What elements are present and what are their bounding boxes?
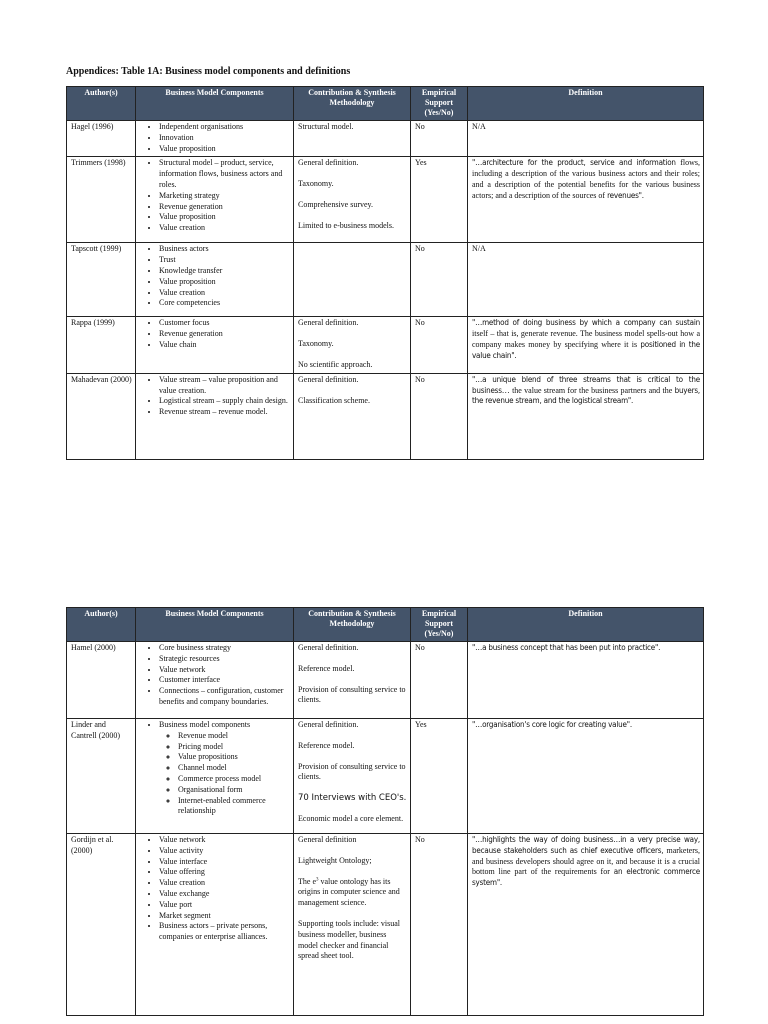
component-item: • Business model components ◦ Revenue model ◦ Pricing model ◦ Value propositions ◦ Channel model ◦ Commerce process model ◦ Organisational form ◦ Internet-enabled commerce relationship <box>159 720 290 817</box>
header-components: Business Model Components <box>136 87 294 121</box>
component-item: • Business actors <box>159 244 290 255</box>
component-item: • Value creation <box>159 223 290 234</box>
component-item: • Structural model – product, service, information flows, business actors and roles. <box>159 158 290 190</box>
header-author: Author(s) <box>67 87 136 121</box>
component-item: • Market segment <box>159 911 290 922</box>
table-row <box>67 373 704 459</box>
contribution-cell: Structural model. <box>294 121 411 157</box>
component-item: • Value creation <box>159 288 290 299</box>
header-author: Author(s) <box>67 608 136 642</box>
author-cell: Hagel (1996) <box>67 121 136 157</box>
empirical-cell: No <box>411 121 468 157</box>
author-cell: Tapscott (1999) <box>67 243 136 317</box>
header-definition: Definition <box>468 608 704 642</box>
components-cell <box>136 121 294 157</box>
contribution-cell: General definition Lightweight Ontology; The $e^3$ value ontology has its origins in computer science and management science. Supporting tools include: visual business modeller, business model checker and financial spread sheet tool. <box>294 834 411 1016</box>
sub-component-item: ◦ Revenue model <box>178 731 290 742</box>
table-header-row <box>67 87 704 121</box>
component-item: • Customer focus <box>159 318 290 329</box>
components-table-2 <box>66 607 704 1016</box>
component-item: • Trust <box>159 255 290 266</box>
component-item: • Logistical stream – supply chain design. <box>159 396 290 407</box>
definition-cell: "…a business concept that has been put into practice". <box>468 642 704 719</box>
author-cell: Mahadevan (2000) <box>67 373 136 459</box>
definition-cell: "…a unique blend of three streams that is critical to the business… the value stream for the business partners and the buyers, the revenue stream, and the logistical stream". <box>468 373 704 459</box>
header-contribution: Contribution & Synthesis Methodology <box>294 608 411 642</box>
components-cell <box>136 317 294 373</box>
component-item: • Independent organisations <box>159 122 290 133</box>
contribution-cell: General definition. Reference model. Provision of consulting service to clients. 70 Interviews with CEO's. Economic model a core element. <box>294 719 411 834</box>
sub-component-item: ◦ Channel model <box>178 763 290 774</box>
component-item: • Core competencies <box>159 298 290 309</box>
component-item: • Revenue generation <box>159 202 290 213</box>
header-definition: Definition <box>468 87 704 121</box>
components-cell <box>136 719 294 834</box>
components-cell <box>136 157 294 243</box>
contribution-cell: General definition. Classification scheme. <box>294 373 411 459</box>
definition-cell: "…method of doing business by which a company can sustain itself – that is, generate revenue. The business model spells-out how a company makes money by specifying where it is positioned in the value chain". <box>468 317 704 373</box>
component-item: • Value port <box>159 900 290 911</box>
page-title: Appendices: Table 1A: Business model components and definitions <box>66 66 351 77</box>
component-item: • Revenue generation <box>159 329 290 340</box>
component-item: • Value activity <box>159 846 290 857</box>
sub-component-item: ◦ Organisational form <box>178 785 290 796</box>
component-item: • Knowledge transfer <box>159 266 290 277</box>
empirical-cell: Yes <box>411 719 468 834</box>
table-row <box>67 642 704 719</box>
definition-cell: "…organisation's core logic for creating value". <box>468 719 704 834</box>
component-item: • Core business strategy <box>159 643 290 654</box>
component-item: • Connections – configuration, customer benefits and company boundaries. <box>159 686 290 708</box>
empirical-cell: Yes <box>411 157 468 243</box>
table-row <box>67 157 704 243</box>
component-item: • Revenue stream – revenue model. <box>159 407 290 418</box>
component-item: • Value proposition <box>159 277 290 288</box>
table-row <box>67 243 704 317</box>
contribution-cell: General definition. Taxonomy. Comprehensive survey. Limited to e-business models. <box>294 157 411 243</box>
table-header-row <box>67 608 704 642</box>
contribution-cell: General definition. Taxonomy. No scientific approach. <box>294 317 411 373</box>
component-item: • Customer interface <box>159 675 290 686</box>
empirical-cell: No <box>411 317 468 373</box>
empirical-cell: No <box>411 243 468 317</box>
table-row <box>67 317 704 373</box>
component-item: • Value interface <box>159 857 290 868</box>
author-cell: Gordijn et al. (2000) <box>67 834 136 1016</box>
component-item: • Value stream – value proposition and value creation. <box>159 375 290 397</box>
author-cell: Trimmers (1998) <box>67 157 136 243</box>
header-empirical: Empirical Support (Yes/No) <box>411 608 468 642</box>
component-item: • Marketing strategy <box>159 191 290 202</box>
component-item: • Value network <box>159 665 290 676</box>
component-item: • Value creation <box>159 878 290 889</box>
component-item: • Innovation <box>159 133 290 144</box>
component-item: • Business actors – private persons, companies or enterprise alliances. <box>159 921 290 943</box>
sub-component-item: ◦ Pricing model <box>178 742 290 753</box>
component-item: • Value proposition <box>159 212 290 223</box>
header-components: Business Model Components <box>136 608 294 642</box>
components-table-1 <box>66 86 704 460</box>
component-item: • Value proposition <box>159 144 290 155</box>
contribution-cell: General definition. Reference model. Provision of consulting service to clients. <box>294 642 411 719</box>
sub-component-item: ◦ Value propositions <box>178 752 290 763</box>
contribution-cell <box>294 243 411 317</box>
sub-component-item: ◦ Commerce process model <box>178 774 290 785</box>
table-row <box>67 834 704 1016</box>
header-empirical: Empirical Support (Yes/No) <box>411 87 468 121</box>
definition-cell: N/A <box>468 243 704 317</box>
definition-cell: "…highlights the way of doing business…in a very precise way, because stakeholders such as chief executive officers, marketers, and business developers should agree on it, and because it is a crucial bottom line part of the requirements for an electronic commerce system". <box>468 834 704 1016</box>
table-row <box>67 121 704 157</box>
components-cell <box>136 373 294 459</box>
sub-component-item: ◦ Internet-enabled commerce relationship <box>178 796 290 818</box>
empirical-cell: No <box>411 642 468 719</box>
components-cell <box>136 243 294 317</box>
empirical-cell: No <box>411 373 468 459</box>
component-item: • Value network <box>159 835 290 846</box>
component-item: • Value offering <box>159 867 290 878</box>
component-item: • Strategic resources <box>159 654 290 665</box>
empirical-cell: No <box>411 834 468 1016</box>
table-row <box>67 719 704 834</box>
component-item: • Value chain <box>159 340 290 351</box>
components-cell <box>136 642 294 719</box>
header-contribution: Contribution & Synthesis Methodology <box>294 87 411 121</box>
definition-cell: N/A <box>468 121 704 157</box>
components-cell <box>136 834 294 1016</box>
definition-cell: "…architecture for the product, service and information flows, including a description of the various business actors and their roles; and a description of the potential benefits for the various business actors; and a description of the sources of revenues". <box>468 157 704 243</box>
author-cell: Linder and Cantrell (2000) <box>67 719 136 834</box>
author-cell: Rappa (1999) <box>67 317 136 373</box>
component-item: • Value exchange <box>159 889 290 900</box>
author-cell: Hamel (2000) <box>67 642 136 719</box>
